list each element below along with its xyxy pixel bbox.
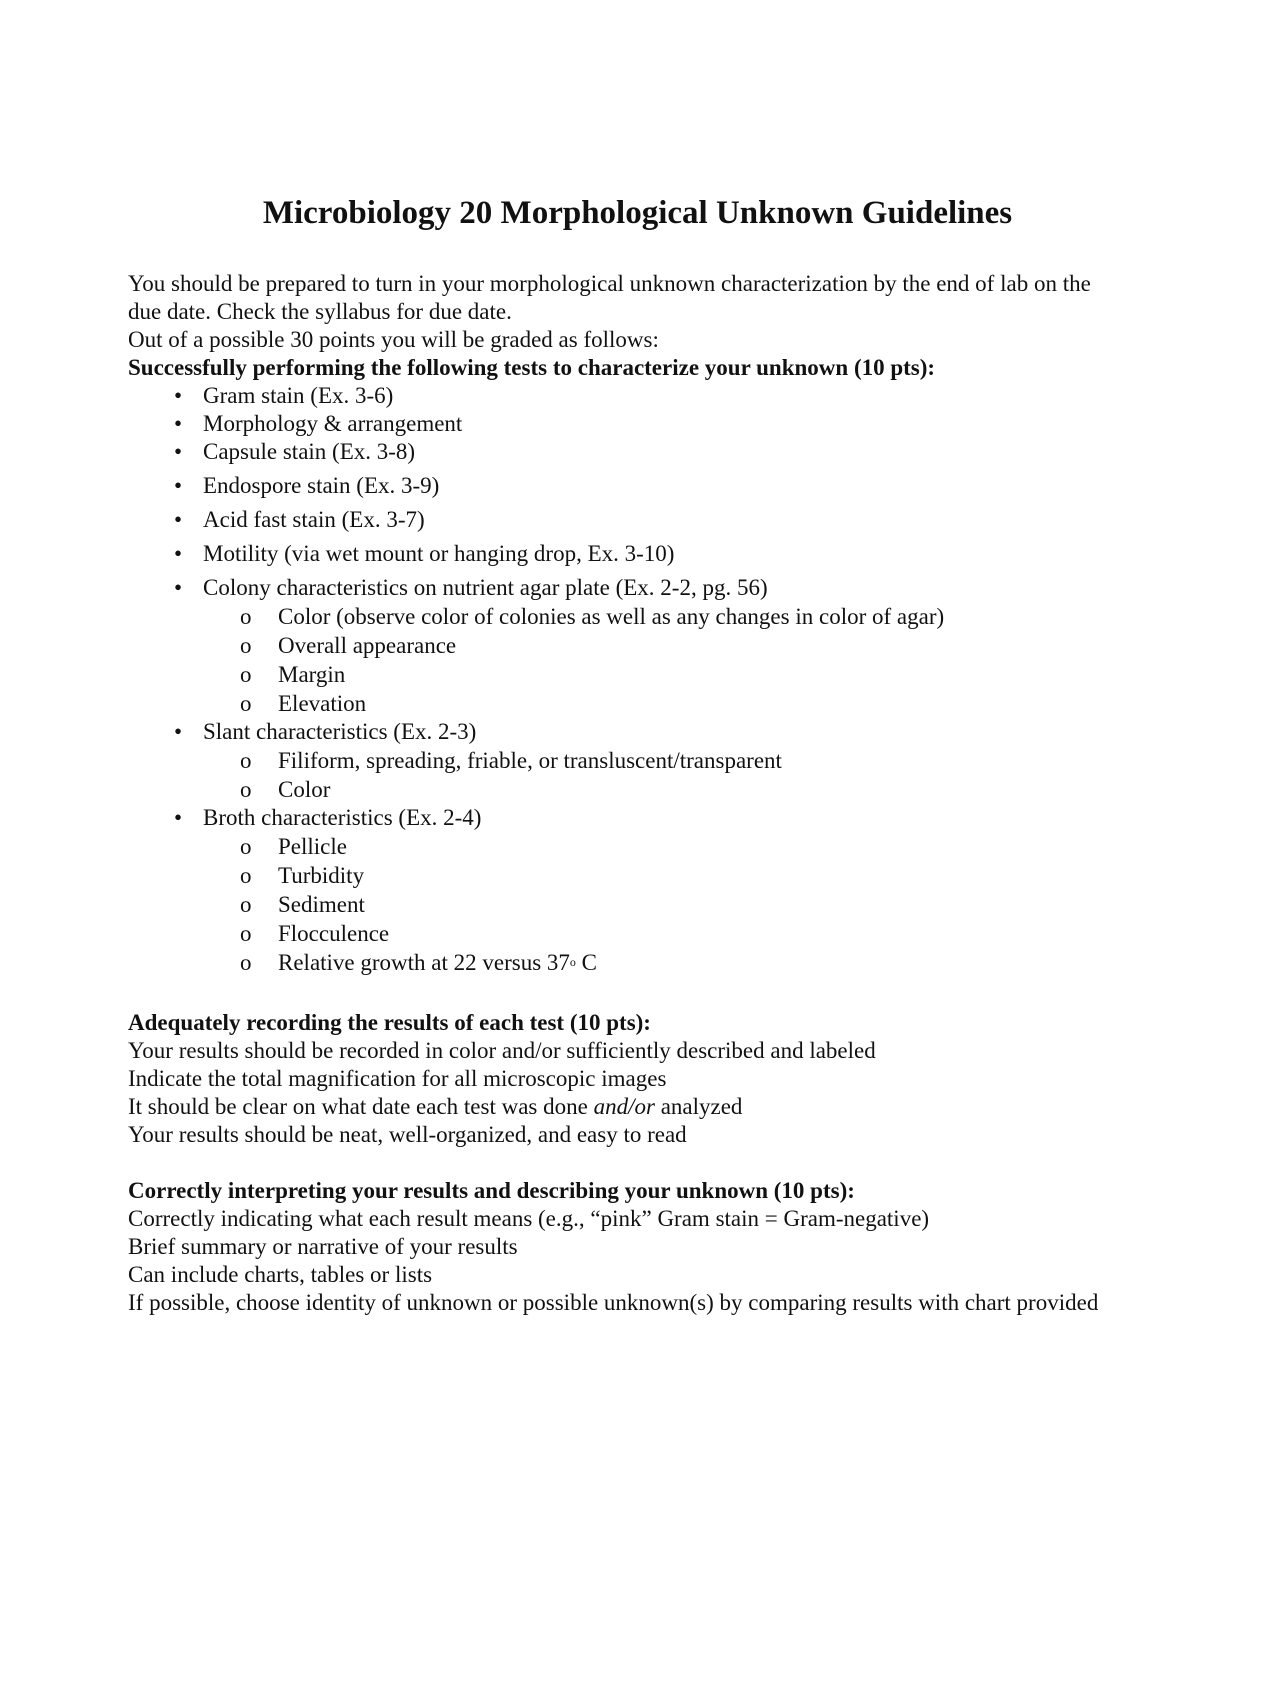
sub-list-item-label: Margin (278, 662, 346, 687)
test-list-item-label: Morphology & arrangement (203, 411, 463, 436)
circle-bullet-icon: o (240, 777, 252, 802)
sub-list-item (128, 919, 1168, 948)
italic-text: and/or (593, 1094, 655, 1119)
bullet-icon: • (173, 411, 183, 436)
bullet-icon: • (173, 439, 183, 464)
unit-label: C (575, 950, 598, 975)
circle-bullet-icon: o (240, 748, 252, 773)
bullet-icon: • (173, 473, 183, 498)
test-list-item (128, 718, 1168, 804)
bullet-icon: • (173, 541, 183, 566)
sub-list-item-label: Sediment (278, 892, 365, 917)
intro-line: You should be prepared to turn in your morphological unknown characterization by the end of lab on the (128, 271, 1091, 296)
circle-bullet-icon: o (240, 691, 252, 716)
test-list-item-label: Endospore stain (Ex. 3-9) (203, 473, 440, 498)
circle-bullet-icon: o (240, 834, 252, 859)
test-list-item (128, 540, 1168, 568)
sub-list-item-label: Color (278, 777, 331, 802)
interpreting-line: Brief summary or narrative of your results (128, 1234, 518, 1259)
test-list-item-label: Colony characteristics on nutrient agar plate (Ex. 2-2, pg. 56) (203, 575, 768, 600)
section-heading-tests: Successfully performing the following tests to characterize your unknown (10 pts): (128, 355, 936, 380)
intro-line: due date. Check the syllabus for due date. (128, 299, 512, 324)
sub-list-item-label: Color (observe color of colonies as well as any changes in color of agar) (278, 604, 945, 629)
sub-list-item (128, 689, 1168, 718)
test-list-item-label: Slant characteristics (Ex. 2-3) (203, 719, 477, 744)
sub-list-item (128, 890, 1168, 919)
test-list-item (128, 472, 1168, 500)
test-list-item (128, 574, 1168, 718)
circle-bullet-icon: o (240, 662, 252, 687)
test-list-item-label: Acid fast stain (Ex. 3-7) (203, 507, 425, 532)
sub-list-item (128, 631, 1168, 660)
bullet-icon: • (173, 507, 183, 532)
text-run: It should be clear on what date each test was done (128, 1094, 594, 1119)
test-list-item-label: Broth characteristics (Ex. 2-4) (203, 805, 482, 830)
circle-bullet-icon: o (240, 950, 252, 975)
bullet-icon: • (173, 719, 183, 744)
sub-list-item (128, 775, 1168, 804)
sub-list (203, 832, 1168, 981)
sub-list (203, 746, 1168, 804)
recording-line: Your results should be neat, well-organized, and easy to read (128, 1122, 687, 1147)
bullet-icon: • (173, 383, 183, 408)
sub-list-item (128, 660, 1168, 689)
page-title: Microbiology 20 Morphological Unknown Guidelines (262, 195, 1013, 231)
sub-list-item-label: Overall appearance (278, 633, 457, 658)
text-run: analyzed (654, 1094, 743, 1119)
circle-bullet-icon: o (240, 921, 252, 946)
test-list-item (128, 382, 1168, 410)
test-list-item-label: Capsule stain (Ex. 3-8) (203, 439, 416, 464)
circle-bullet-icon: o (240, 604, 252, 629)
sub-list-item (128, 602, 1168, 631)
test-list-item-label: Motility (via wet mount or hanging drop, Ex. 3-10) (203, 541, 675, 566)
bullet-icon: • (173, 805, 183, 830)
interpreting-line: If possible, choose identity of unknown or possible unknown(s) by comparing results with chart provided (128, 1290, 1099, 1315)
circle-bullet-icon: o (240, 863, 252, 888)
recording-line (128, 1093, 1168, 1121)
circle-bullet-icon: o (240, 633, 252, 658)
sub-list-item (128, 861, 1168, 890)
sub-list-item (128, 832, 1168, 861)
sub-list-item-label: Turbidity (278, 863, 365, 888)
sub-list-item (128, 746, 1168, 775)
degree-symbol: o (569, 955, 576, 969)
intro-line: Out of a possible 30 points you will be graded as follows: (128, 327, 659, 352)
sub-list-item-label: Filiform, spreading, friable, or transluscent/transparent (278, 748, 782, 773)
test-list-item-label: Gram stain (Ex. 3-6) (203, 383, 394, 408)
sub-list-item-label: Relative growth at 22 versus 37 (278, 950, 570, 975)
test-list-item (128, 438, 1168, 466)
test-list-item (128, 410, 1168, 438)
test-list (128, 382, 1168, 981)
sub-list-item-label: Pellicle (278, 834, 347, 859)
section-heading-recording: Adequately recording the results of each test (10 pts): (128, 1010, 651, 1035)
interpreting-line: Correctly indicating what each result means (e.g., “pink” Gram stain = Gram-negative) (128, 1206, 930, 1231)
recording-line: Your results should be recorded in color and/or sufficiently described and labeled (128, 1038, 876, 1063)
circle-bullet-icon: o (240, 892, 252, 917)
test-list-item (128, 506, 1168, 534)
sub-list-item-label: Elevation (278, 691, 367, 716)
bullet-icon: • (173, 575, 183, 600)
sub-list (203, 602, 1168, 718)
recording-line: Indicate the total magnification for all microscopic images (128, 1066, 667, 1091)
section-heading-interpreting: Correctly interpreting your results and describing your unknown (10 pts): (128, 1178, 855, 1203)
sub-list-item-label: Flocculence (278, 921, 390, 946)
sub-list-item (128, 948, 1168, 981)
test-list-item (128, 804, 1168, 981)
interpreting-line: Can include charts, tables or lists (128, 1262, 433, 1287)
document-body (128, 270, 1168, 1317)
